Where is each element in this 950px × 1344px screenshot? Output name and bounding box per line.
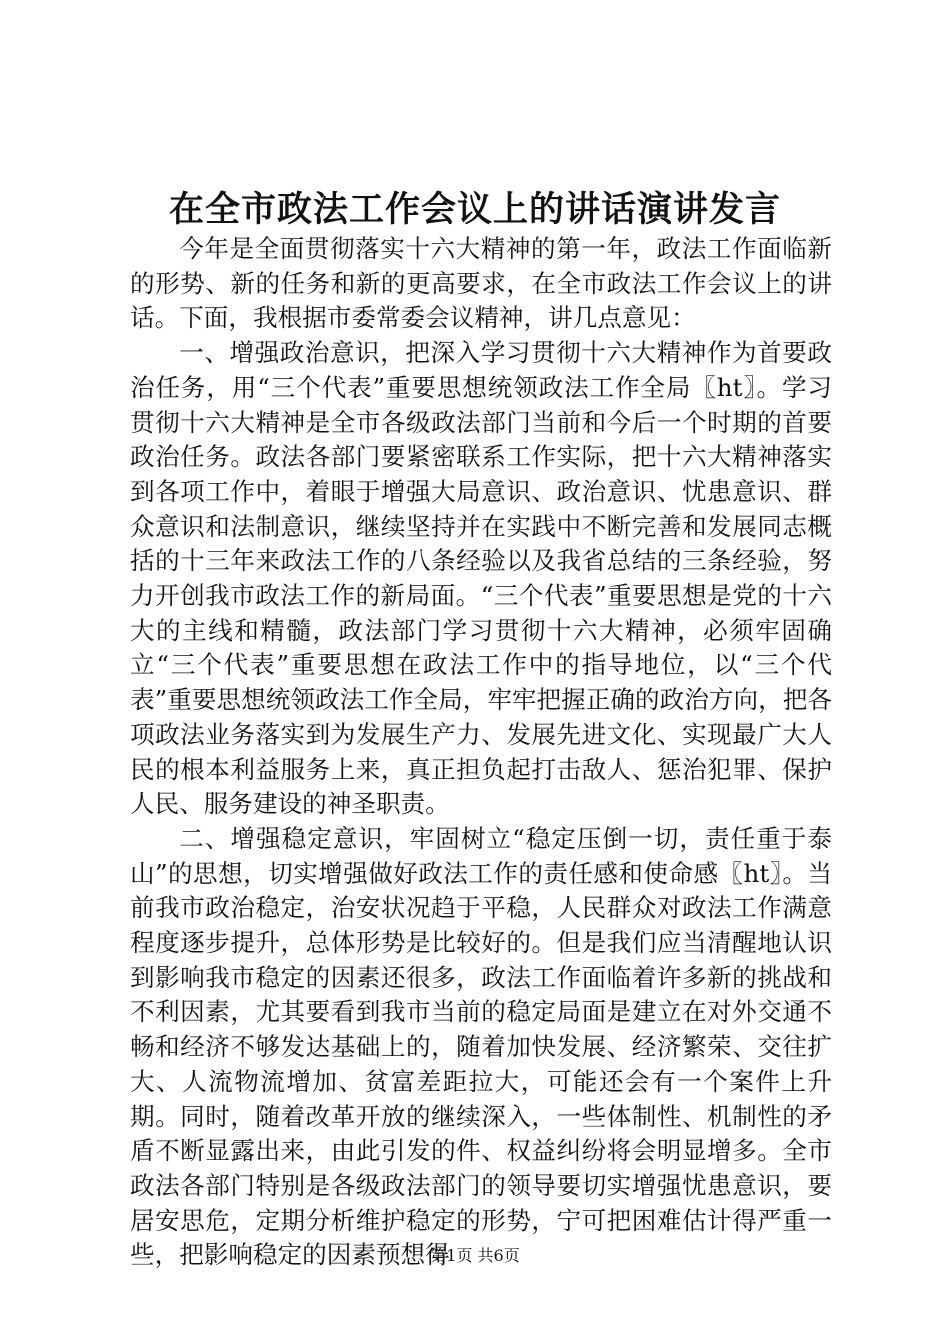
document-title: 在全市政法工作会议上的讲话演讲发言 bbox=[168, 189, 781, 230]
document-body bbox=[130, 232, 832, 1273]
paragraph-section-2: 二、增强稳定意识，牢固树立“稳定压倒一切，责任重于泰山”的思想，切实增强做好政法工作的责任感和使命感〖ht〗。当前我市政治稳定，治安状况趋于平稳，人民群众对政法工作满意程度逐步提升，总体形势是比较好的。但是我们应当清醒地认识到影响我市稳定的因素还很多，政法工作面临着许多新的挑战和不利因素，尤其要看到我市当前的稳定局面是建立在对外交通不畅和经济不够发达基础上的，随着加快发展、经济繁荣、交往扩大、人流物流增加、贫富差距拉大，可能还会有一个案件上升期。同时，随着改革开放的继续深入，一些体制性、机制性的矛盾不断显露出来，由此引发的件、权益纠纷将会明显增多。全市政法各部门特别是各级政法部门的领导要切实增强忧患意识，要居安思危，定期分析维护稳定的形势，宁可把困难估计得严重一些，把影响稳定的因素预想得 bbox=[130, 823, 832, 1270]
paragraph-section-1: 一、增强政治意识，把深入学习贯彻十六大精神作为首要政治任务，用“三个代表”重要思想统领政法工作全局〖ht〗。学习贯彻十六大精神是全市各级政法部门当前和今后一个时期的首要政治任务。政法各部门要紧密联系工作实际，把十六大精神落实到各项工作中，着眼于增强大局意识、政治意识、忧患意识、群众意识和法制意识，继续坚持并在实践中不断完善和发展同志概括的十三年来政法工作的八条经验以及我省总结的三条经验，努力开创我市政法工作的新局面。“三个代表”重要思想是党的十六大的主线和精髓，政法部门学习贯彻十六大精神，必须牢固确立“三个代表”重要思想在政法工作中的指导地位，以“三个代表”重要思想统领政法工作全局，牢牢把握正确的政治方向，把各项政法业务落实到为发展生产力、发展先进文化、实现最广大人民的根本利益服务上来，真正担负起打击敌人、惩治犯罪、保护人民、服务建设的神圣职责。 bbox=[130, 338, 832, 819]
page-footer: 第1页 共6页 bbox=[430, 1246, 520, 1265]
paragraph-intro: 今年是全面贯彻落实十六大精神的第一年，政法工作面临新的形势、新的任务和新的更高要求，在全市政法工作会议上的讲话。下面，我根据市委常委会议精神，讲几点意见： bbox=[130, 234, 832, 333]
